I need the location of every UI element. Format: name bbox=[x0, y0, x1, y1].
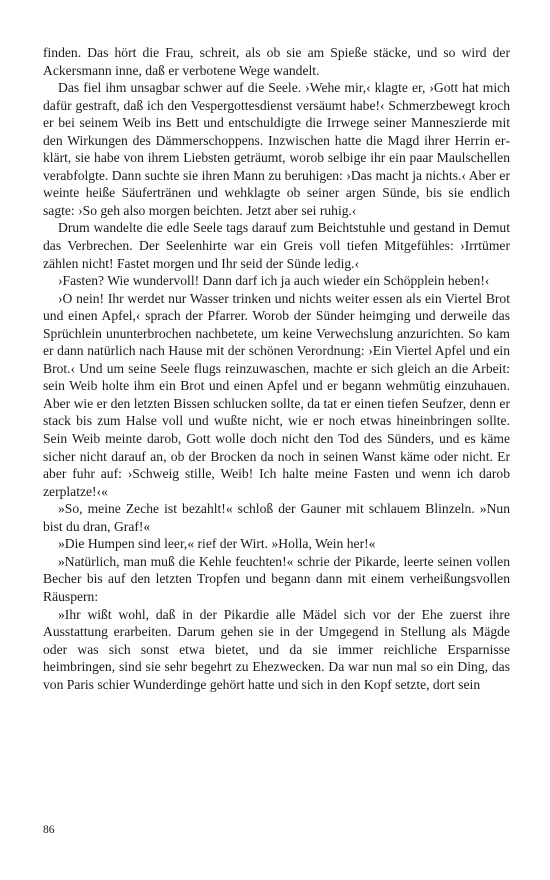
paragraph-8: »Natürlich, man muß die Kehle feuchten!« schrie der Pikarde, leerte seinen vollen Becher bis auf den letzten Tropfen und begann dann mit einem verheißungsvollen Räuspern: bbox=[43, 553, 510, 604]
paragraph-5: ›O nein! Ihr werdet nur Wasser trinken und nichts weiter essen als ein Viertel Brot und einen Apfel,‹ sprach der Pfarrer. Worob der Sünder heimging und derweile das Sprüchlein ununterbrochen nachbetete, um keine Verwechslung anzurichten. So kam er dann natürlich nach Hause mit der schönen Verordnung: ›Ein Viertel Apfel und ein Brot.‹ Und um seine Seele flugs reinzuwaschen, machte er sich gleich an die Arbeit: sein Weib holte ihm ein Brot und einen Apfel und er begann wehmütig einzuhauen. Aber wie er den letzten Bissen schlucken sollte, da tat er einen tiefen Seufzer, denn er stack bis zum Halse voll und wußte nicht, wie er noch etwas hineinbringen sollte. Sein Weib meinte darob, Gott wolle doch nicht den Tod des Sünders, und es käme sicher nicht darauf an, ob der Brocken da noch in seinen Wanst käme oder nicht. Er aber fuhr auf: ›Schweig stille, Weib! Ich halte meine Fasten und wenn ich darob zerplatze!‹« bbox=[43, 290, 510, 499]
paragraph-1: finden. Das hört die Frau, schreit, als ob sie am Spieße stäcke, und so wird der Ackersmann inne, daß er verbotene Wege wandelt. bbox=[43, 45, 510, 78]
paragraph-7: »Die Humpen sind leer,« rief der Wirt. »Holla, Wein her!« bbox=[58, 536, 376, 552]
paragraph-6: »So, meine Zeche ist bezahlt!« schloß der Gauner mit schlauem Blinzeln. »Nun bist du dran, Graf!« bbox=[43, 501, 510, 534]
page-number: 86 bbox=[43, 824, 55, 836]
paragraph-2: Das fiel ihm unsagbar schwer auf die Seele. ›Wehe mir,‹ klagte er, ›Gott hat mich dafür gestraft, daß ich den Vespergottesdienst versäumt habe!‹ Schmerzbewegt kroch er bei seinem Weib ins Bett und entschuldigte die Irrwege seiner Manneszierde mit den Wirkungen des Dämmerschoppens. Inzwischen hatte die Magd ihrer Herrin erklärt, sie habe von ihrem Liebsten geträumt, worob selbige ihr ein paar Maulschellen verabfolgte. Dann suchte sie ihren Mann zu beruhigen: ›Das macht ja nichts.‹ Aber er weinte heiße Säufertränen und wehklagte ob seiner argen Sünde, bis sie endlich sagte: ›So geh also morgen beichten. Jetzt aber sei ruhig.‹ bbox=[43, 80, 510, 218]
paragraph-4: ›Fasten? Wie wundervoll! Dann darf ich ja auch wieder ein Schöpplein heben!‹ bbox=[58, 273, 490, 289]
page-body bbox=[43, 44, 510, 693]
paragraph-3: Drum wandelte die edle Seele tags darauf zum Beichtstuhle und gestand in Demut das Verbrechen. Der Seelenhirte war ein Greis voll tiefen Mitgefühles: ›Irrtümer zählen nicht! Fastet morgen und Ihr seid der Sünde ledig.‹ bbox=[43, 220, 510, 271]
paragraph-9: »Ihr wißt wohl, daß in der Pikardie alle Mädel sich vor der Ehe zuerst ihre Ausstattung erarbeiten. Darum gehen sie in der Umgegend in Stellung als Mägde oder was sich sonst etwa bietet, und da sie immer reichliche Ersparnisse heimbringen, sind sie sehr begehrt zu Ehezwecken. Da war nun mal so ein Ding, das von Paris schier Wunderdinge gehört hatte und sich in den Kopf setzte, dort sein bbox=[43, 606, 510, 692]
